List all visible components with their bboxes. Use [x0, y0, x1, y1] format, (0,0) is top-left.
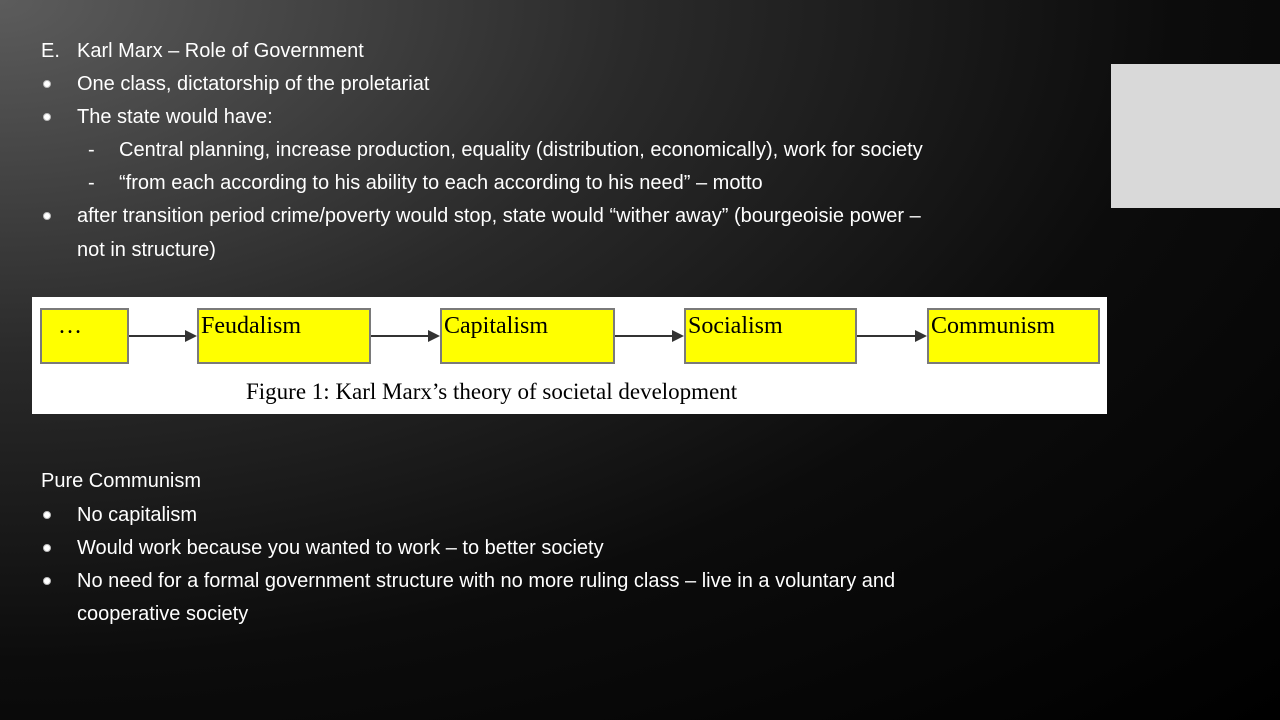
bullet-icon: [43, 80, 51, 88]
bullet-text: One class, dictatorship of the proletariat: [77, 73, 430, 95]
arrow-connector: [371, 335, 428, 337]
sub-bullet-text: “from each according to his ability to each according to his need” – motto: [119, 172, 763, 194]
bullet-text: No capitalism: [77, 504, 198, 526]
societal-development-figure: [32, 297, 1107, 414]
arrow-connector: [129, 335, 185, 337]
section-marker: E.: [41, 40, 60, 62]
bullet-text: No need for a formal government structure with no more ruling class – live in a voluntary and: [77, 570, 896, 592]
arrow-right-icon: [672, 330, 684, 342]
bullet-text-continued: cooperative society: [77, 603, 249, 625]
bullet-icon: [43, 544, 51, 552]
dash-marker: -: [88, 172, 95, 194]
section-heading: Pure Communism: [41, 470, 202, 492]
placeholder-panel: [1111, 64, 1280, 208]
bullet-text: after transition period crime/poverty would stop, state would “wither away” (bourgeoisie power –: [77, 205, 921, 227]
bullet-icon: [43, 577, 51, 585]
sub-bullet-text: Central planning, increase production, equality (distribution, economically), work for society: [119, 139, 923, 161]
section-heading: Karl Marx – Role of Government: [77, 40, 364, 62]
arrow-right-icon: [428, 330, 440, 342]
bullet-text-continued: not in structure): [77, 239, 216, 261]
figure-caption: Figure 1: Karl Marx’s theory of societal development: [246, 379, 738, 404]
arrow-right-icon: [915, 330, 927, 342]
stage-box: Socialism: [684, 308, 857, 364]
bullet-icon: [43, 511, 51, 519]
arrow-connector: [857, 335, 915, 337]
arrow-right-icon: [185, 330, 197, 342]
stage-box: Feudalism: [197, 308, 371, 364]
stage-box: Capitalism: [440, 308, 615, 364]
bullet-text: The state would have:: [77, 106, 273, 128]
bullet-text: Would work because you wanted to work – to better society: [77, 537, 604, 559]
stage-box: Communism: [927, 308, 1100, 364]
bullet-icon: [43, 212, 51, 220]
stage-box: …: [40, 308, 129, 364]
bullet-icon: [43, 113, 51, 121]
arrow-connector: [615, 335, 672, 337]
dash-marker: -: [88, 139, 95, 161]
